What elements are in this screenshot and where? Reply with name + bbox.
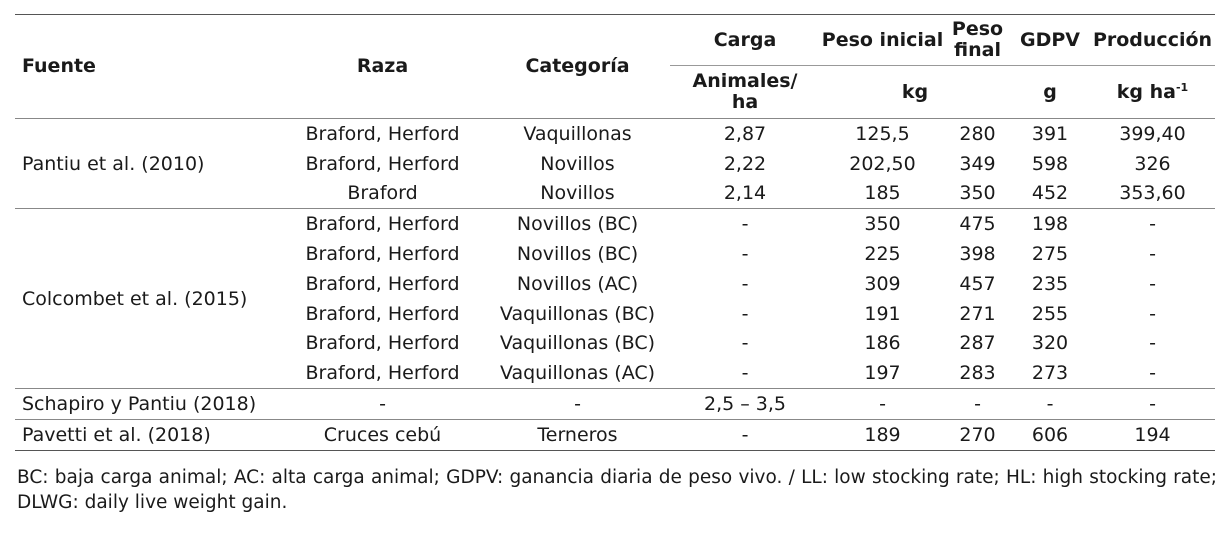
header-carga-unit: Animales/ ha (670, 66, 820, 119)
cell-peso-inicial: 350 (864, 213, 901, 236)
header-raza: Raza (356, 55, 409, 77)
cell-raza: Braford, Herford (305, 362, 460, 385)
cell-produccion: - (1149, 302, 1156, 325)
cell-categoria: Vaquillonas (BC) (499, 302, 656, 325)
cell-raza: Braford, Herford (305, 302, 460, 325)
cell-categoria: Vaquillonas (523, 122, 632, 145)
cell-peso-final: 280 (959, 122, 996, 145)
cell-peso-final: 287 (959, 332, 996, 355)
cell-fuente: Schapiro y Pantiu (2018) (22, 393, 257, 416)
cell-categoria: Novillos (BC) (516, 213, 639, 236)
cell-categoria: Novillos (540, 182, 615, 205)
cell-peso-final: 350 (959, 182, 996, 205)
header-peso-inicial: Peso inicial (821, 28, 944, 51)
header-categoria: Categoría (525, 55, 630, 77)
header-produccion-unit (1090, 66, 1215, 119)
cell-raza: Braford, Herford (305, 332, 460, 355)
cell-gdpv: 235 (1031, 272, 1069, 295)
cell-produccion: 326 (1134, 152, 1171, 175)
cell-gdpv: 198 (1031, 213, 1069, 236)
header-carga: Carga (713, 28, 777, 51)
cell-carga: 2,14 (723, 182, 767, 205)
cell-carga: 2,5 – 3,5 (703, 393, 786, 416)
cell-fuente: Pantiu et al. (2010) (22, 152, 205, 175)
header-gdpv: GDPV (1020, 28, 1080, 51)
cell-categoria: Vaquillonas (AC) (499, 362, 656, 385)
cell-fuente: Pavetti et al. (2018) (22, 423, 211, 446)
cell-produccion: - (1149, 332, 1156, 355)
cell-raza: Braford, Herford (305, 122, 460, 145)
cell-peso-inicial: 197 (864, 362, 901, 385)
table-row (15, 419, 1215, 450)
header-fuente: Fuente (22, 55, 96, 77)
cell-raza: Braford (347, 182, 418, 205)
table-row (15, 119, 1215, 149)
cell-raza: Braford, Herford (305, 272, 460, 295)
cell-gdpv: 391 (1031, 122, 1069, 145)
cell-peso-final: 270 (959, 423, 996, 446)
cell-peso-inicial: 202,50 (849, 152, 916, 175)
cell-gdpv: 452 (1031, 182, 1069, 205)
data-table (15, 14, 1215, 451)
cell-peso-final: 457 (959, 272, 996, 295)
cell-produccion: 194 (1134, 423, 1171, 446)
cell-carga: 2,87 (723, 122, 767, 145)
cell-produccion: - (1149, 393, 1156, 416)
cell-categoria: - (574, 393, 581, 416)
cell-peso-inicial: 125,5 (855, 122, 910, 145)
cell-gdpv: 273 (1031, 362, 1069, 385)
cell-raza: Cruces cebú (323, 423, 442, 446)
header-gdpv-unit: g (1010, 66, 1090, 119)
cell-peso-inicial: 185 (864, 182, 901, 205)
cell-peso-final: - (974, 393, 981, 416)
cell-raza: - (379, 393, 386, 416)
cell-produccion: - (1149, 362, 1156, 385)
cell-categoria: Terneros (537, 423, 618, 446)
cell-carga: - (741, 243, 749, 266)
cell-peso-inicial: 186 (864, 332, 901, 355)
table-row (15, 389, 1215, 420)
header-peso-unit: kg (820, 66, 1010, 119)
cell-gdpv: 320 (1031, 332, 1069, 355)
cell-carga: - (741, 213, 749, 236)
header-peso-final: Peso final (951, 18, 1004, 61)
cell-peso-inicial: 189 (864, 423, 901, 446)
cell-carga: - (741, 362, 749, 385)
cell-categoria: Novillos (AC) (516, 272, 639, 295)
cell-produccion: 399,40 (1119, 122, 1186, 145)
cell-gdpv: - (1046, 393, 1054, 416)
cell-raza: Braford, Herford (305, 152, 460, 175)
cell-peso-final: 475 (959, 213, 996, 236)
cell-carga: - (741, 423, 749, 446)
produccion-unit-text: kg ha (1116, 80, 1176, 103)
header-produccion: Producción (1092, 28, 1213, 51)
cell-carga: - (741, 332, 749, 355)
cell-categoria: Novillos (BC) (516, 243, 639, 266)
cell-peso-inicial: 225 (864, 243, 901, 266)
cell-carga: - (741, 302, 749, 325)
cell-carga: - (741, 272, 749, 295)
cell-gdpv: 606 (1031, 423, 1069, 446)
cell-categoria: Novillos (540, 152, 615, 175)
cell-peso-final: 349 (959, 152, 996, 175)
cell-gdpv: 275 (1031, 243, 1069, 266)
cell-produccion: - (1149, 272, 1156, 295)
cell-raza: Braford, Herford (305, 213, 460, 236)
cell-produccion: - (1149, 213, 1156, 236)
cell-raza: Braford, Herford (305, 243, 460, 266)
cell-gdpv: 598 (1031, 152, 1069, 175)
cell-produccion: 353,60 (1119, 182, 1186, 205)
table-footnote: BC: baja carga animal; AC: alta carga animal; GDPV: ganancia diaria de peso vivo. / LL: low stocking rate; HL: high stocking rate; DLWG: daily live weight gain. (17, 467, 1217, 513)
cell-categoria: Vaquillonas (BC) (499, 332, 656, 355)
cell-peso-final: 283 (959, 362, 996, 385)
cell-peso-inicial: 309 (864, 272, 901, 295)
table-row (15, 209, 1215, 239)
cell-fuente: Colcombet et al. (2015) (22, 287, 248, 310)
cell-peso-inicial: 191 (864, 302, 901, 325)
cell-peso-inicial: - (879, 393, 886, 416)
cell-carga: 2,22 (723, 152, 767, 175)
produccion-unit-sup: -1 (1175, 80, 1189, 94)
cell-gdpv: 255 (1031, 302, 1069, 325)
cell-peso-final: 271 (959, 302, 996, 325)
cell-produccion: - (1149, 243, 1156, 266)
cell-peso-final: 398 (959, 243, 996, 266)
